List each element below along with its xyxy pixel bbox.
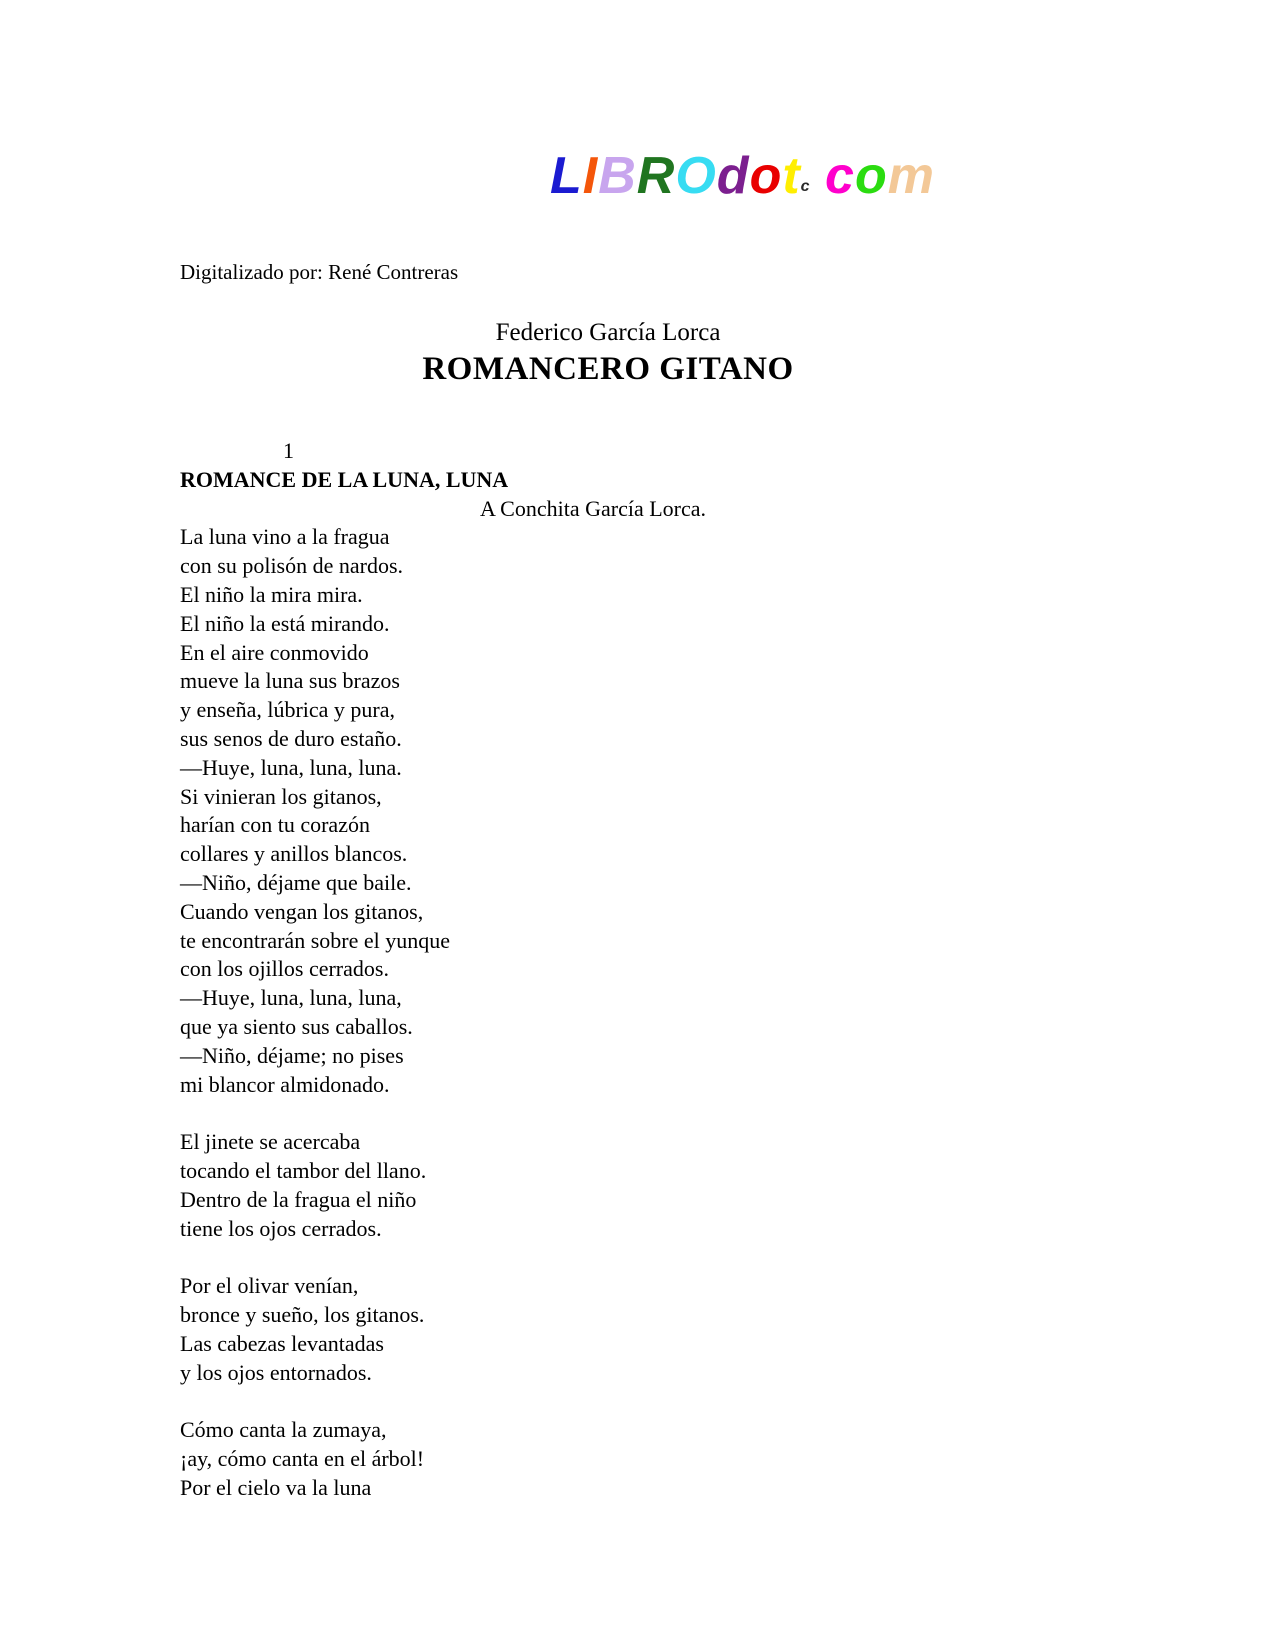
book-title: ROMANCERO GITANO — [422, 351, 794, 387]
poem-line: El jinete se acercaba — [180, 1129, 361, 1155]
poem-dedication: A Conchita García Lorca. — [480, 495, 707, 521]
poem-line: te encontrarán sobre el yunque — [180, 927, 450, 953]
poem-line: con su polisón de nardos. — [180, 553, 404, 579]
logo-letter — [810, 147, 825, 205]
poem-title: ROMANCE DE LA LUNA, LUNA — [180, 466, 509, 492]
poem-line: tocando el tambor del llano. — [180, 1157, 427, 1183]
poem-line: collares y anillos blancos. — [180, 841, 408, 867]
poem-line: El niño la está mirando. — [180, 610, 390, 636]
logo-letter: O — [675, 147, 717, 205]
author-name: Federico García Lorca — [495, 319, 721, 346]
poem-line: bronce y sueño, los gitanos. — [180, 1301, 425, 1327]
logo-letter: o — [749, 147, 783, 205]
poem-line: mi blancor almidonado. — [180, 1071, 390, 1097]
stanza — [180, 1416, 1080, 1502]
poem-line: y enseña, lúbrica y pura, — [180, 697, 396, 723]
poem-line: —Huye, luna, luna, luna. — [180, 754, 402, 780]
poem-line: con los ojillos cerrados. — [180, 956, 389, 982]
poem-line: harían con tu corazón — [180, 812, 370, 838]
stanza — [180, 1272, 1080, 1387]
poem-line: y los ojos entornados. — [180, 1359, 372, 1385]
logo-letter: c — [825, 147, 855, 205]
poem-line: El niño la mira mira. — [180, 581, 363, 607]
logo-letter: c — [800, 178, 810, 195]
poem-line: Cómo canta la zumaya, — [180, 1417, 387, 1443]
poem-line: sus senos de duro estaño. — [180, 725, 402, 751]
logo-letter: m — [887, 147, 935, 205]
poem-line: En el aire conmovido — [180, 639, 369, 665]
logo-letter: B — [598, 147, 637, 205]
poem-line: tiene los ojos cerrados. — [180, 1215, 382, 1241]
poem-line: —Niño, déjame; no pises — [180, 1042, 404, 1068]
poem-line: Por el olivar venían, — [180, 1273, 359, 1299]
poem-line: Dentro de la fragua el niño — [180, 1186, 417, 1212]
poem-line: mueve la luna sus brazos — [180, 668, 400, 694]
logo-letter: o — [854, 147, 888, 205]
poem-line: La luna vino a la fragua — [180, 524, 390, 550]
poem-line: que ya siento sus caballos. — [180, 1013, 413, 1039]
poem-line: —Niño, déjame que baile. — [180, 869, 412, 895]
heading-block — [118, 318, 1098, 389]
poem-line: Si vinieran los gitanos, — [180, 783, 382, 809]
poem-line: Las cabezas levantadas — [180, 1330, 384, 1356]
logo-letter: L — [550, 147, 583, 205]
poem-line: Cuando vengan los gitanos, — [180, 898, 424, 924]
stanza — [180, 1128, 1080, 1243]
logo-letter: I — [582, 147, 599, 205]
librodot-logo — [550, 146, 935, 206]
poem-body — [180, 523, 1080, 1502]
poem-number: 1 — [283, 438, 294, 463]
poem-line: Por el cielo va la luna — [180, 1474, 372, 1500]
logo-letter: d — [716, 147, 750, 205]
poem-line: —Huye, luna, luna, luna, — [180, 985, 402, 1011]
logo-letter: R — [636, 147, 676, 205]
logo-letter: t — [782, 147, 801, 205]
digitized-by-credit: Digitalizado por: René Contreras — [180, 260, 459, 284]
poem-line: ¡ay, cómo canta en el árbol! — [180, 1445, 425, 1471]
poem-block — [180, 437, 1080, 1502]
stanza — [180, 523, 1080, 1099]
